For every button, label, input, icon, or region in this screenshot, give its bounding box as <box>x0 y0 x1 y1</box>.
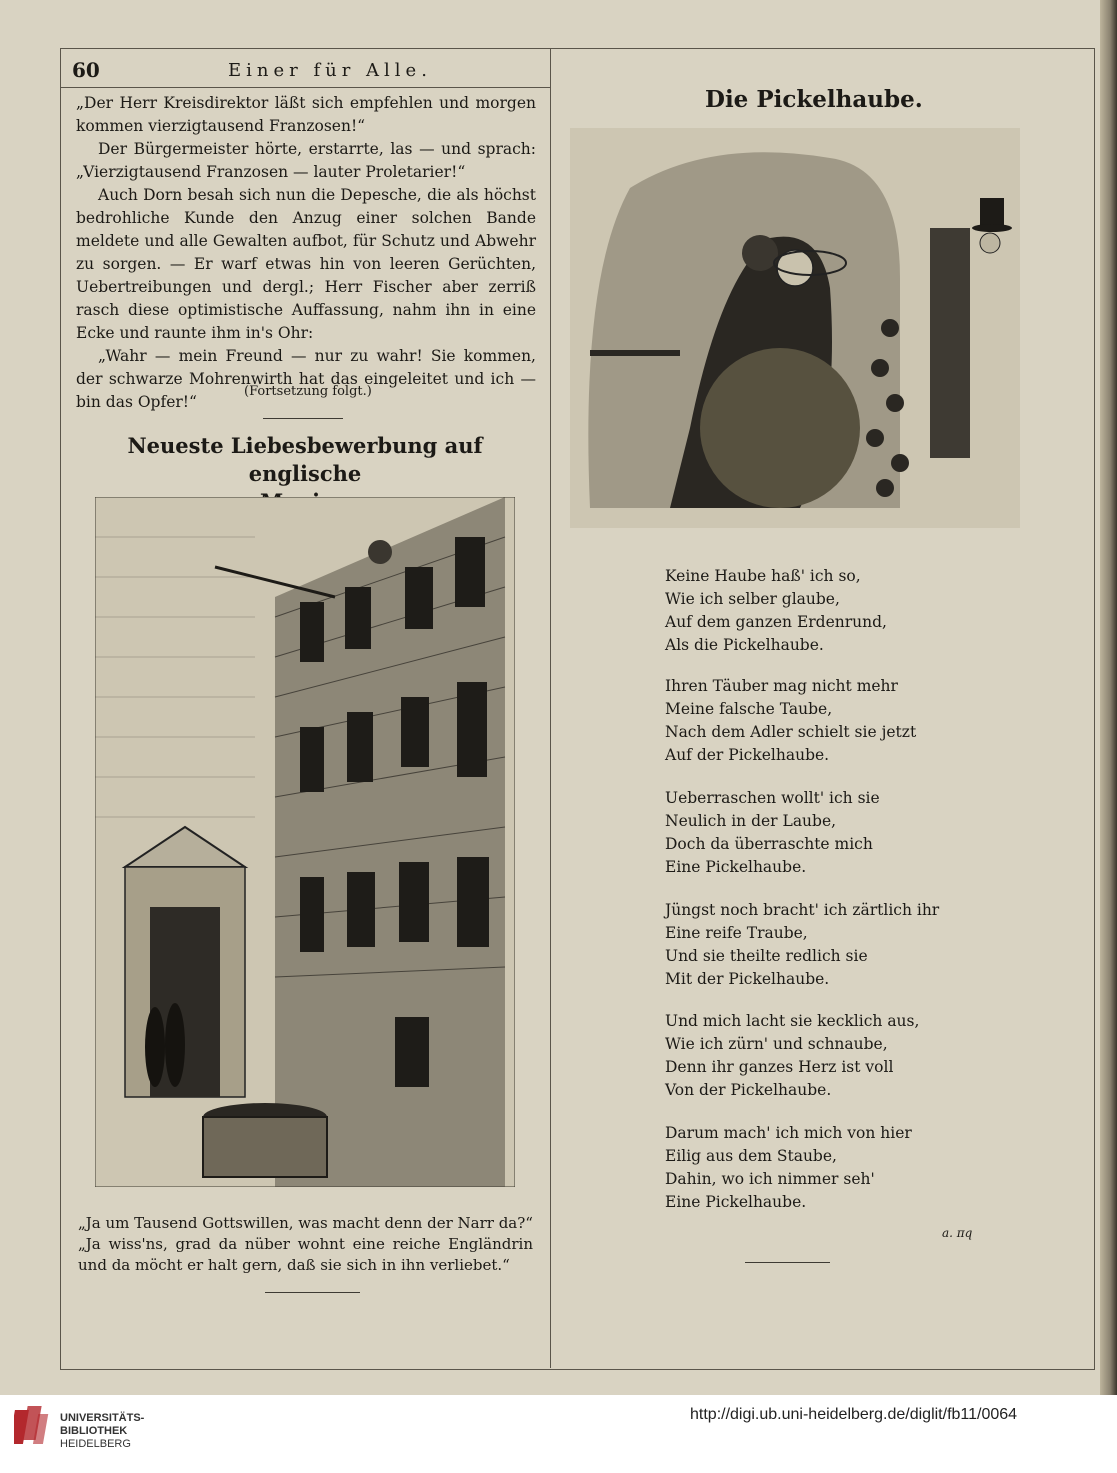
page-number: 60 <box>72 58 100 82</box>
poem-line: Von der Pickelhaube. <box>665 1081 832 1099</box>
poem-line: Denn ihr ganzes Herz ist voll <box>665 1058 894 1076</box>
building-illustration <box>95 497 515 1187</box>
separator-rule <box>263 418 343 419</box>
poem-line: Eilig aus dem Staube, <box>665 1147 837 1165</box>
poem-stanza <box>665 787 880 879</box>
library-name <box>60 1412 144 1451</box>
poem-line: Meine falsche Taube, <box>665 700 833 718</box>
poem-title: Die Pickelhaube. <box>705 86 923 113</box>
story-paragraph: „Wahr — mein Freund — nur zu wahr! Sie kommen, der schwarze Mohrenwirth hat das eingeleitet und ich — bin das Opfer!“ <box>76 347 536 411</box>
poem-line: Eine Pickelhaube. <box>665 858 807 876</box>
continued-note: (Fortsetzung folgt.) <box>244 384 372 399</box>
library-name-line: HEIDELBERG <box>60 1438 131 1450</box>
couple-illustration <box>570 128 1020 528</box>
poem-line: Eine Pickelhaube. <box>665 1193 807 1211</box>
caption-line: „Ja wiss'ns, grad da nüber wohnt eine reiche Engländrin und da möcht er halt gern, daß sie sich in ihn verliebet.“ <box>78 1235 533 1274</box>
poem-stanza <box>665 899 939 991</box>
story-paragraph: Auch Dorn besah sich nun die Depesche, die als höchst bedrohliche Kunde den Anzug einer solchen Bande meldete und alle Gewalten aufbot, für Schutz und Abwehr zu sorgen. — Er warf etwas hin von leeren Gerüchten, Uebertreibungen und dergl.; Herr Fischer aber zerriß rasch diese optimistische Auffassung, nahm ihn in eine Ecke und raunte ihm in's Ohr: <box>76 186 536 342</box>
source-url[interactable]: http://digi.ub.uni-heidelberg.de/diglit/fb11/0064 <box>690 1406 1018 1423</box>
separator-rule <box>745 1262 830 1263</box>
caption-line: „Ja um Tausend Gottswillen, was macht denn der Narr da?“ <box>78 1214 533 1232</box>
poem-line: Nach dem Adler schielt sie jetzt <box>665 723 917 741</box>
story-paragraph: „Der Herr Kreisdirektor läßt sich empfehlen und morgen kommen vierzigtausend Franzosen!“ <box>76 94 536 135</box>
column-rule <box>550 48 551 1368</box>
poem-line: Als die Pickelhaube. <box>665 636 824 654</box>
poem-line: Wie ich selber glaube, <box>665 590 840 608</box>
poem-stanza <box>665 675 916 767</box>
poem-line: Und mich lacht sie kecklich aus, <box>665 1012 920 1030</box>
library-name-line: BIBLIOTHEK <box>60 1425 128 1437</box>
running-title: Einer für Alle. <box>228 60 432 81</box>
poem-line: Eine reife Traube, <box>665 924 808 942</box>
story-paragraph: Der Bürgermeister hörte, erstarrte, las — und sprach: „Vierzigtausend Franzosen — lauter Proletarier!“ <box>76 140 536 181</box>
poem-line: Doch da überraschte mich <box>665 835 873 853</box>
story-text <box>76 92 536 414</box>
illustration-caption <box>78 1213 533 1276</box>
poem-line: Dahin, wo ich nimmer seh' <box>665 1170 875 1188</box>
separator-rule <box>265 1292 360 1293</box>
library-logo-icon <box>14 1404 54 1448</box>
poem-stanza <box>665 565 887 657</box>
page-edge <box>1100 0 1117 1395</box>
section-title-line: Neueste Liebesbewerbung auf englische <box>127 433 483 486</box>
poem-line: Und sie theilte redlich sie <box>665 947 868 965</box>
header-rule <box>60 87 550 88</box>
library-name-line: UNIVERSITÄTS- <box>60 1412 145 1424</box>
poem-line: Keine Haube haß' ich so, <box>665 567 861 585</box>
poem-line: Darum mach' ich mich von hier <box>665 1124 912 1142</box>
poem-line: Ueberraschen wollt' ich sie <box>665 789 880 807</box>
poem-line: Neulich in der Laube, <box>665 812 837 830</box>
poem-line: Auf der Pickelhaube. <box>665 746 830 764</box>
poem-line: Ihren Täuber mag nicht mehr <box>665 677 898 695</box>
poem-line: Mit der Pickelhaube. <box>665 970 830 988</box>
poem-line: Jüngst noch bracht' ich zärtlich ihr <box>665 901 940 919</box>
poem-line: Auf dem ganzen Erdenrund, <box>665 613 887 631</box>
poem-stanza <box>665 1010 919 1102</box>
poem-stanza <box>665 1122 912 1214</box>
poem-line: Wie ich zürn' und schnaube, <box>665 1035 888 1053</box>
poem-signature: a. πq <box>942 1226 973 1240</box>
